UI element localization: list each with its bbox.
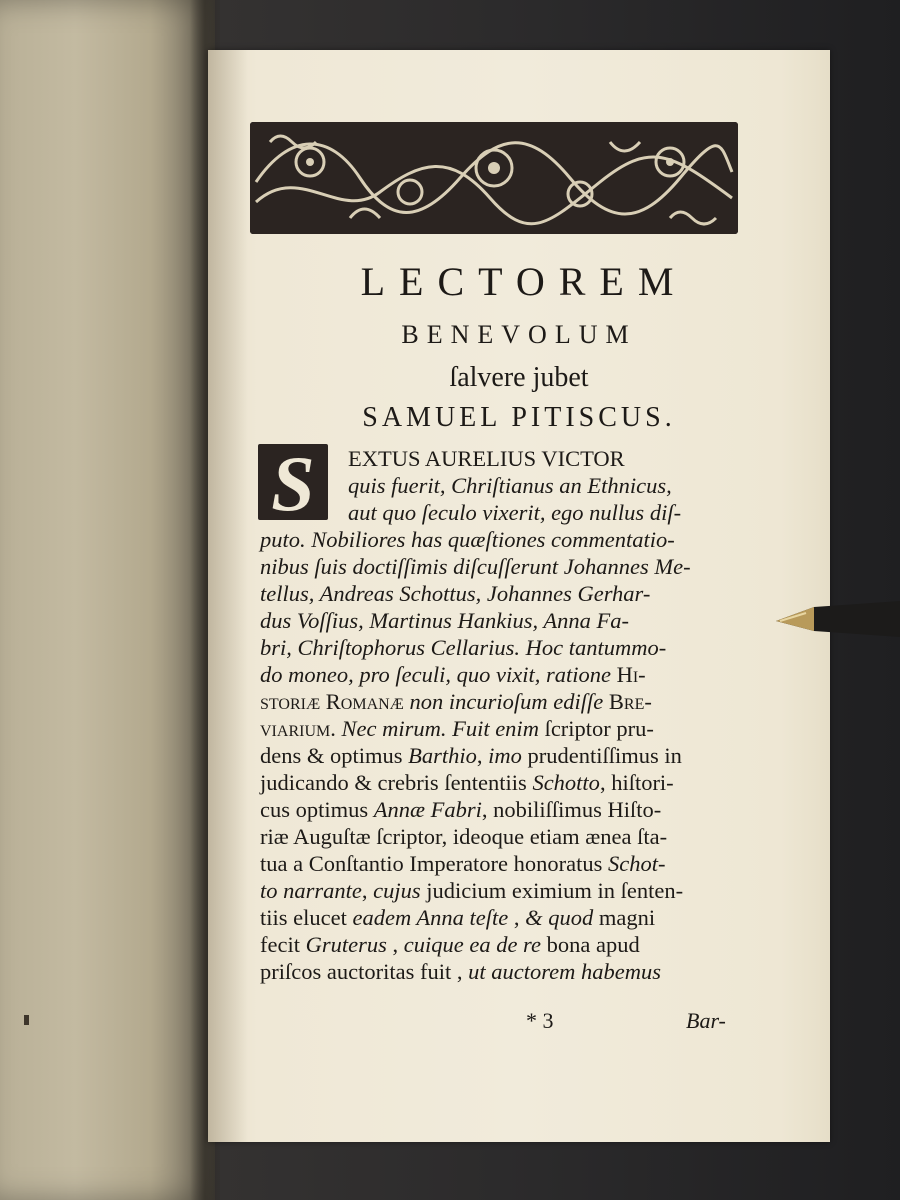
text-segment: nibus ſuis doctiſſimis diſcuſſerunt Johannes Me- [260, 554, 691, 579]
text-segment: tua a Conſtantio Imperatore honoratus [260, 851, 609, 876]
text-segment: viarium. [260, 716, 342, 741]
text-segment: storiæ Romanæ [260, 689, 410, 714]
text-segment: riæ Auguſtæ ſcriptor, ideoque etiam ænea ſta- [260, 824, 668, 849]
text-line [260, 770, 734, 796]
text-line [260, 662, 734, 688]
text-segment: Nec mirum. Fuit enim [341, 716, 545, 741]
text-line [260, 581, 734, 607]
text-line [260, 905, 734, 931]
text-segment: judicando & crebris ſententiis [260, 770, 533, 795]
text-segment: Schotto [532, 770, 600, 795]
text-segment: , hiſtori- [599, 770, 674, 795]
title-author-name: SAMUEL PITISCUS. [362, 402, 676, 433]
text-segment: & quod [525, 905, 594, 930]
text-segment: aut quo ſeculo vixerit, ego nullus diſ- [348, 500, 682, 525]
text-segment: bri, Chriſtophorus Cellarius. Hoc tantummo- [260, 635, 667, 660]
text-line [260, 824, 734, 850]
text-line [260, 959, 734, 985]
text-line [260, 743, 734, 769]
text-segment: to narrante [260, 878, 362, 903]
signature-mark: * 3 [526, 1008, 554, 1033]
text-segment: cuique ea de re [403, 932, 541, 957]
text-line [260, 635, 734, 661]
page-speck [24, 1015, 29, 1025]
page-curl-shadow [208, 50, 248, 1142]
text-segment: , [386, 932, 404, 957]
title-salvere-jubet: ſalvere jubet [449, 362, 589, 393]
text-line [348, 446, 734, 472]
text-line [348, 500, 734, 526]
catchword: Bar- [686, 1008, 726, 1033]
text-segment: tiis elucet [260, 905, 353, 930]
text-segment: quis fuerit, Chriſtianus an Ethnicus, [348, 473, 672, 498]
text-segment: Annæ Fabri [373, 797, 482, 822]
text-segment: do moneo, pro ſeculi, quo vixit, ratione [260, 662, 617, 687]
decorated-initial [258, 444, 328, 520]
pen-pointer-icon [776, 597, 900, 643]
text-segment: , nobiliſſimus Hiſto- [481, 797, 662, 822]
text-segment: Hi- [616, 662, 646, 687]
title-benevolum: BENEVOLUM [401, 320, 637, 349]
text-segment: Gruterus [305, 932, 387, 957]
right-page [208, 50, 830, 1142]
text-segment: magni [593, 905, 656, 930]
text-segment: , [476, 743, 489, 768]
text-segment: bona apud [540, 932, 640, 957]
text-line [260, 689, 734, 715]
left-facing-page [0, 0, 215, 1200]
text-segment: Barthio [408, 743, 477, 768]
text-segment: , [361, 878, 374, 903]
text-segment: tellus, Andreas Schottus, Johannes Gerhar- [260, 581, 651, 606]
text-segment: priſcos auctoritas fuit , [260, 959, 469, 984]
text-segment: fecit [260, 932, 306, 957]
headpiece-ornament-icon [250, 122, 738, 234]
text-segment: cus optimus [260, 797, 374, 822]
text-segment: ut auctorem habemus [468, 959, 661, 984]
text-segment: prudentiſſimus in [521, 743, 682, 768]
text-line [260, 527, 734, 553]
text-segment: dus Voſſius, Martinus Hankius, Anna Fa- [260, 608, 629, 633]
text-line [260, 554, 734, 580]
text-segment: non incurioſum ediſſe [409, 689, 609, 714]
text-line [348, 473, 734, 499]
text-segment: , [508, 905, 526, 930]
initial-letter: S [271, 444, 315, 520]
text-segment: eadem Anna teſte [352, 905, 509, 930]
text-line [260, 797, 734, 823]
ornamental-headpiece [250, 122, 738, 234]
text-line [260, 716, 734, 742]
text-segment: cujus [373, 878, 421, 903]
text-segment: judicium eximium in ſenten- [420, 878, 684, 903]
text-line [260, 878, 734, 904]
text-line [260, 851, 734, 877]
text-segment: Schot- [608, 851, 666, 876]
text-line [260, 608, 734, 634]
text-segment: imo [488, 743, 522, 768]
text-line [260, 932, 734, 958]
title-lectorem: LECTOREM [360, 259, 688, 304]
text-segment: puto. Nobiliores has quæſtiones commentatio- [260, 527, 675, 552]
text-segment: Bre- [608, 689, 652, 714]
text-segment: ſcriptor pru- [544, 716, 654, 741]
text-segment: dens & optimus [260, 743, 409, 768]
text-segment: EXTUS AURELIUS VICTOR [348, 446, 625, 471]
